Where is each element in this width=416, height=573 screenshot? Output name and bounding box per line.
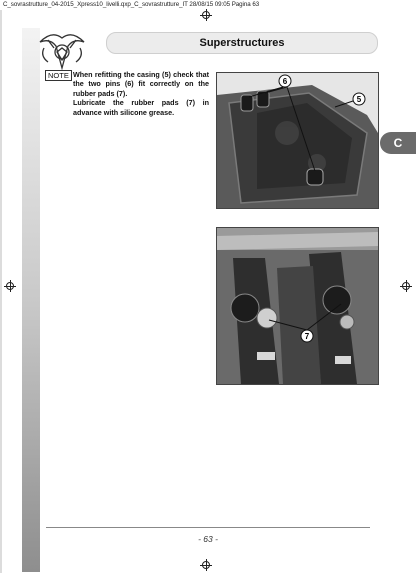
page-number: - 63 - (198, 534, 218, 544)
photo-casing (216, 72, 379, 209)
registration-mark-right (400, 280, 412, 292)
trim-edge (0, 10, 2, 573)
section-title: Superstructures (106, 32, 378, 54)
callout-rubber-pad (301, 330, 313, 342)
sidebar-gradient (22, 28, 40, 572)
registration-mark-left (4, 280, 16, 292)
registration-mark-bottom (200, 559, 212, 571)
note-text (73, 70, 209, 117)
svg-text:5: 5 (356, 95, 362, 104)
footer-divider (46, 527, 370, 528)
section-tab: C (380, 132, 416, 154)
callout-pins (279, 75, 291, 87)
photo-rubber-pads (216, 227, 379, 385)
svg-text:7: 7 (304, 332, 310, 341)
note-line-2: Lubricate the rubber pads (7) in advance with silicone grease. (73, 98, 209, 117)
note-line-1: When refitting the casing (5) check that the two pins (6) fit correctly on the rubber pads (7). (73, 70, 209, 98)
file-header: C_sovrastrutture_04-2015_Xpress10_livelli.qxp_C_sovrastrutture_IT 28/08/15 09:05 Pagina 63 (3, 1, 260, 8)
note-label: NOTE (45, 70, 72, 81)
registration-mark-top (200, 9, 212, 21)
brand-logo (34, 24, 90, 74)
svg-text:6: 6 (282, 77, 288, 86)
callout-casing (353, 93, 365, 105)
